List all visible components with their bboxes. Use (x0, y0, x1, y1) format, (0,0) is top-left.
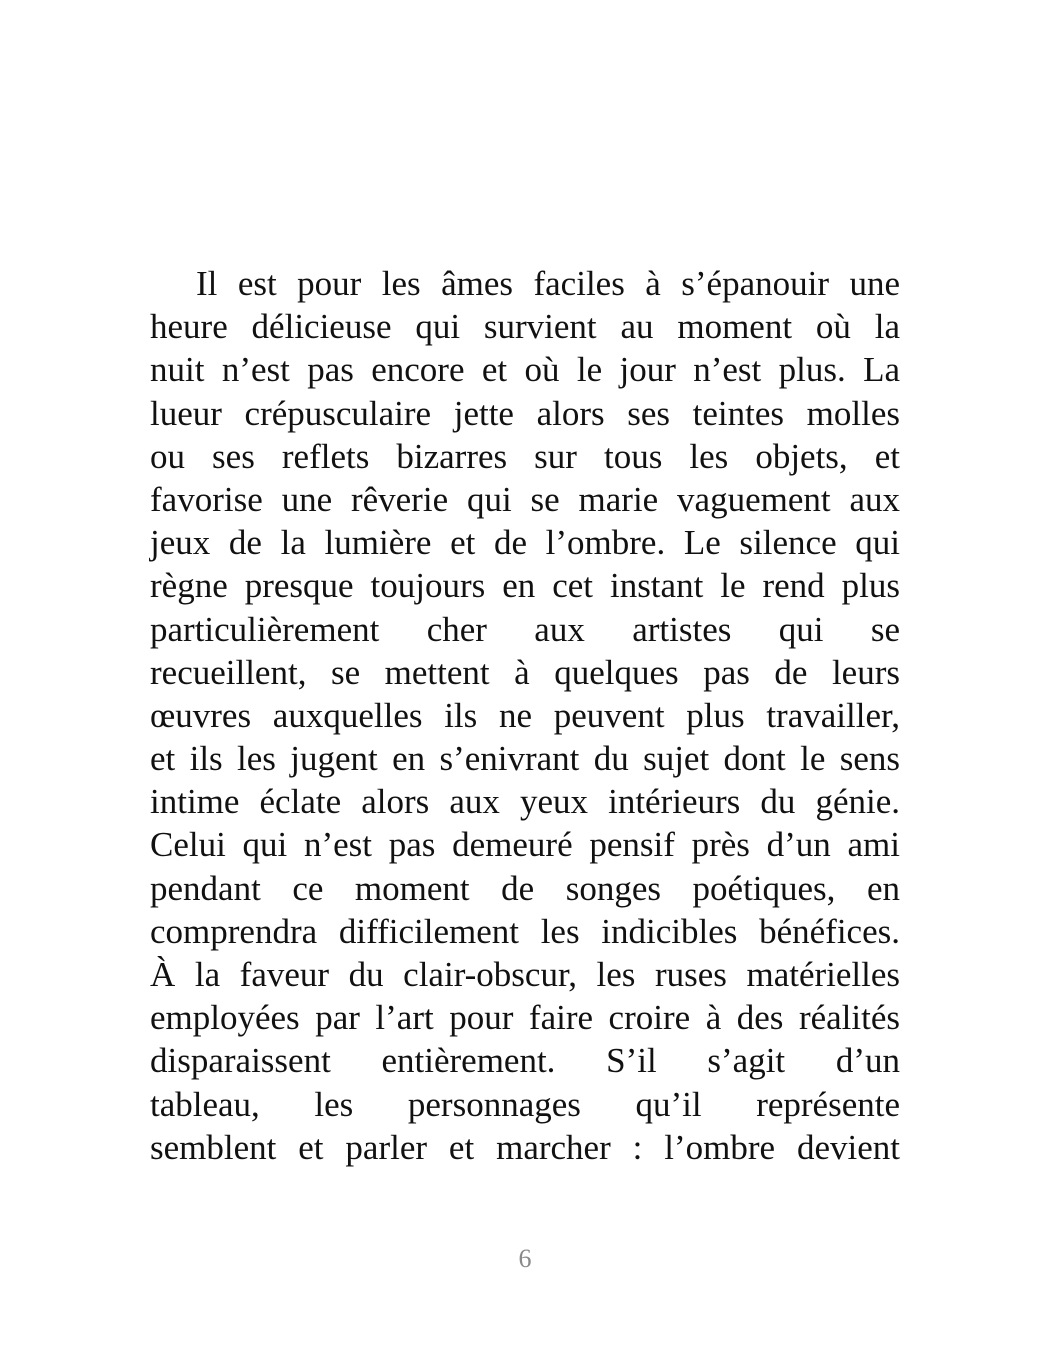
text-line: favorise une rêverie qui se marie vaguement aux (150, 479, 900, 519)
text-line: À la faveur du clair-obscur, les ruses matérielles (150, 955, 900, 994)
text-line: tableau, les personnages qu’il représente (150, 1084, 900, 1124)
text-line: Il est pour les âmes faciles à s’épanouir une (196, 264, 900, 303)
text-line: nuit n’est pas encore et où le jour n’est plus. La (150, 350, 900, 390)
text-line: disparaissent entièrement. S’il s’agit d’un (150, 1041, 900, 1081)
text-line: recueillent, se mettent à quelques pas de leurs (150, 652, 900, 692)
text-line: et ils les jugent en s’enivrant du sujet dont le sens (150, 739, 900, 779)
text-line: Celui qui n’est pas demeuré pensif près d’un ami (150, 825, 900, 865)
text-line: heure délicieuse qui survient au moment où la (150, 307, 900, 347)
body-paragraph (150, 262, 900, 1169)
text-line: employées par l’art pour faire croire à des réalités (150, 998, 900, 1038)
text-line: pendant ce moment de songes poétiques, en (150, 868, 900, 908)
text-line: œuvres auxquelles ils ne peuvent plus travailler, (150, 695, 900, 735)
text-line: comprendra difficilement les indicibles bénéfices. (150, 911, 900, 951)
text-line: lueur crépusculaire jette alors ses teintes molles (150, 393, 900, 433)
text-line: jeux de la lumière et de l’ombre. Le silence qui (150, 523, 900, 563)
text-line: ou ses reflets bizarres sur tous les objets, et (150, 436, 900, 476)
text-line: semblent et parler et marcher : l’ombre devient (150, 1127, 900, 1167)
text-line: intime éclate alors aux yeux intérieurs du génie. (150, 782, 900, 822)
page-number: 6 (518, 1244, 532, 1273)
text-line: particulièrement cher aux artistes qui se (150, 609, 900, 649)
text-line: règne presque toujours en cet instant le rend plus (150, 566, 900, 606)
